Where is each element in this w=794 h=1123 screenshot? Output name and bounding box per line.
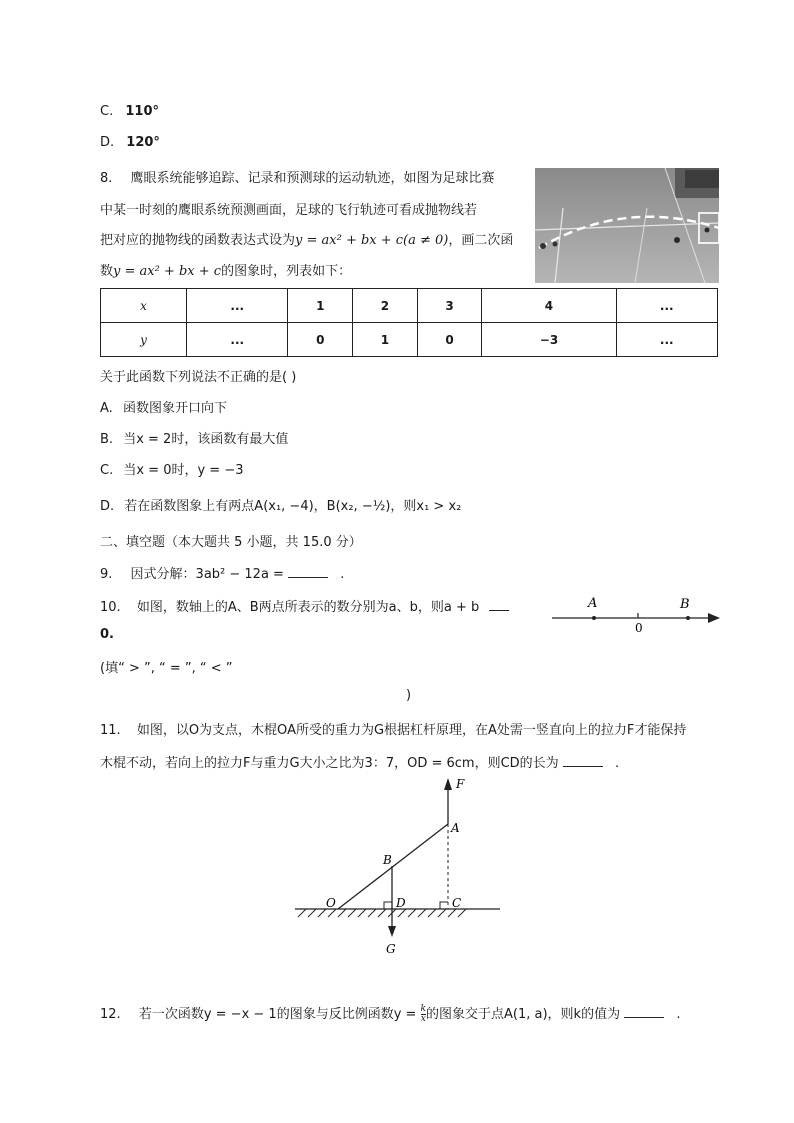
answer-blank[interactable] (489, 598, 509, 611)
q8-stem: 关于此函数下列说法不正确的是( ) (100, 370, 297, 385)
q8-line2: 中某一时刻的鹰眼系统预测画面，足球的飞行轨迹可看成抛物线若 (100, 203, 478, 218)
question-text: 鹰眼系统能够追踪、记录和预测球的运动轨迹，如图为足球比赛 (130, 171, 495, 186)
question-text: 的图象交于点A(1, a)，则k的值为 (426, 1007, 621, 1022)
q8-option-a (100, 397, 227, 416)
table-cell: 4 (482, 289, 616, 323)
option-text: 若在函数图象上有两点A(x₁, −4)，B(x₂, −½)，则x₁ > x₂ (124, 499, 462, 514)
q8-option-c (100, 459, 244, 478)
option-text: 函数图象开口向下 (122, 401, 227, 416)
q8-option-b (100, 428, 288, 447)
soccer-hawkeye-photo (535, 168, 719, 283)
label-a: A (588, 596, 598, 611)
table-cell: ... (187, 323, 288, 357)
option-text: 当x = 2时，该函数有最大值 (123, 432, 289, 447)
text-run: ，画二次函 (448, 233, 514, 248)
question-text: 木棍不动，若向上的拉力F与重力G大小之比为3：7，OD = 6cm，则CD的长为 (100, 756, 559, 771)
option-c-prev (100, 104, 159, 119)
q8-line3 (100, 229, 513, 248)
end-period: . (340, 567, 345, 582)
table-row-x (101, 289, 718, 323)
option-text: 110° (125, 104, 159, 119)
text-run: 把对应的抛物线的函数表达式设为 (100, 233, 296, 248)
answer-blank[interactable] (624, 1005, 664, 1018)
fraction-denominator: x (420, 1014, 426, 1024)
q11-line1 (100, 719, 686, 738)
table-cell: 2 (353, 289, 418, 323)
right-angle-d (384, 902, 392, 909)
table-cell: 1 (353, 323, 418, 357)
label-zero: 0 (635, 621, 643, 635)
point-b (686, 616, 690, 620)
option-letter: C. (100, 463, 114, 478)
question-number: 12. (100, 1007, 121, 1022)
answer-blank[interactable] (563, 754, 603, 767)
table-row-y (101, 323, 718, 357)
q10-cont: 0. (100, 627, 114, 642)
q8-option-d (100, 495, 461, 514)
end-period: . (676, 1007, 681, 1022)
question-number: 10. (100, 600, 121, 615)
text-run: 数 (100, 264, 114, 279)
value-table (100, 288, 718, 357)
table-cell: 0 (288, 323, 353, 357)
label-b: B (680, 597, 690, 612)
question-number: 9. (100, 567, 113, 582)
table-header-x: x (101, 289, 187, 323)
question-text: 若一次函数y = −x − 1的图象与反比例函数y = (138, 1007, 421, 1022)
q11-line2 (100, 752, 619, 771)
table-cell: 0 (417, 323, 482, 357)
option-letter: A. (100, 401, 113, 416)
end-period: . (614, 756, 620, 771)
option-text: 120° (126, 135, 160, 150)
question-number: 8. (100, 171, 113, 186)
table-cell: ... (187, 289, 288, 323)
option-letter: B. (100, 432, 114, 447)
table-cell: ... (616, 289, 718, 323)
table-cell: 1 (288, 289, 353, 323)
q8-line4 (100, 260, 351, 279)
question-text: 因式分解：3ab² − 12a = (130, 567, 289, 582)
question-number: 11. (100, 723, 121, 738)
label-b: B (383, 853, 392, 867)
option-text: 当x = 0时，y = −3 (123, 463, 244, 478)
label-f: F (456, 777, 465, 791)
label-g: G (386, 942, 396, 956)
question-text: 如图，以O为支点，木棍OA所受的重力为G根据杠杆原理，在A处需一竖直向上的拉力F才能保持 (136, 723, 687, 738)
label-a: A (451, 821, 460, 835)
table-cell: ... (616, 323, 718, 357)
ground-hatch (298, 909, 466, 917)
q9 (100, 563, 344, 582)
table-cell: −3 (482, 323, 616, 357)
option-letter: D. (100, 499, 115, 514)
option-letter: D. (100, 135, 115, 150)
number-line (550, 592, 725, 637)
question-text: 如图，数轴上的A、B两点所表示的数分别为a、b，则a + b (136, 600, 480, 615)
option-letter: C. (100, 104, 114, 119)
option-d-prev (100, 135, 160, 150)
arrow-up-icon (444, 778, 452, 790)
label-o: O (326, 896, 336, 910)
q10-line1 (100, 596, 509, 615)
lever-figure (290, 772, 505, 960)
q10-hint: (填“ > ”, “ = ”, “ < ” (100, 661, 233, 676)
formula: y = ax² + bx + c(a ≠ 0) (295, 233, 449, 248)
label-c: C (452, 896, 462, 910)
label-d: D (396, 896, 406, 910)
fraction-numerator: k (420, 1004, 427, 1014)
formula: y = ax² + bx + c (113, 264, 222, 279)
q12 (100, 1003, 681, 1024)
table-header-y: y (101, 323, 187, 357)
stick-oa (338, 824, 448, 909)
q10-close: ) (406, 688, 412, 703)
arrow-head-icon (708, 613, 720, 623)
right-angle-c (440, 902, 448, 909)
arrow-down-icon (388, 926, 396, 937)
point-a (592, 616, 596, 620)
table-cell: 3 (417, 289, 482, 323)
section-title: 二、填空题（本大题共 5 小题，共 15.0 分） (100, 535, 362, 550)
q8-line1 (100, 167, 495, 186)
answer-blank[interactable] (288, 565, 328, 578)
text-run: 的图象时，列表如下： (221, 264, 352, 279)
